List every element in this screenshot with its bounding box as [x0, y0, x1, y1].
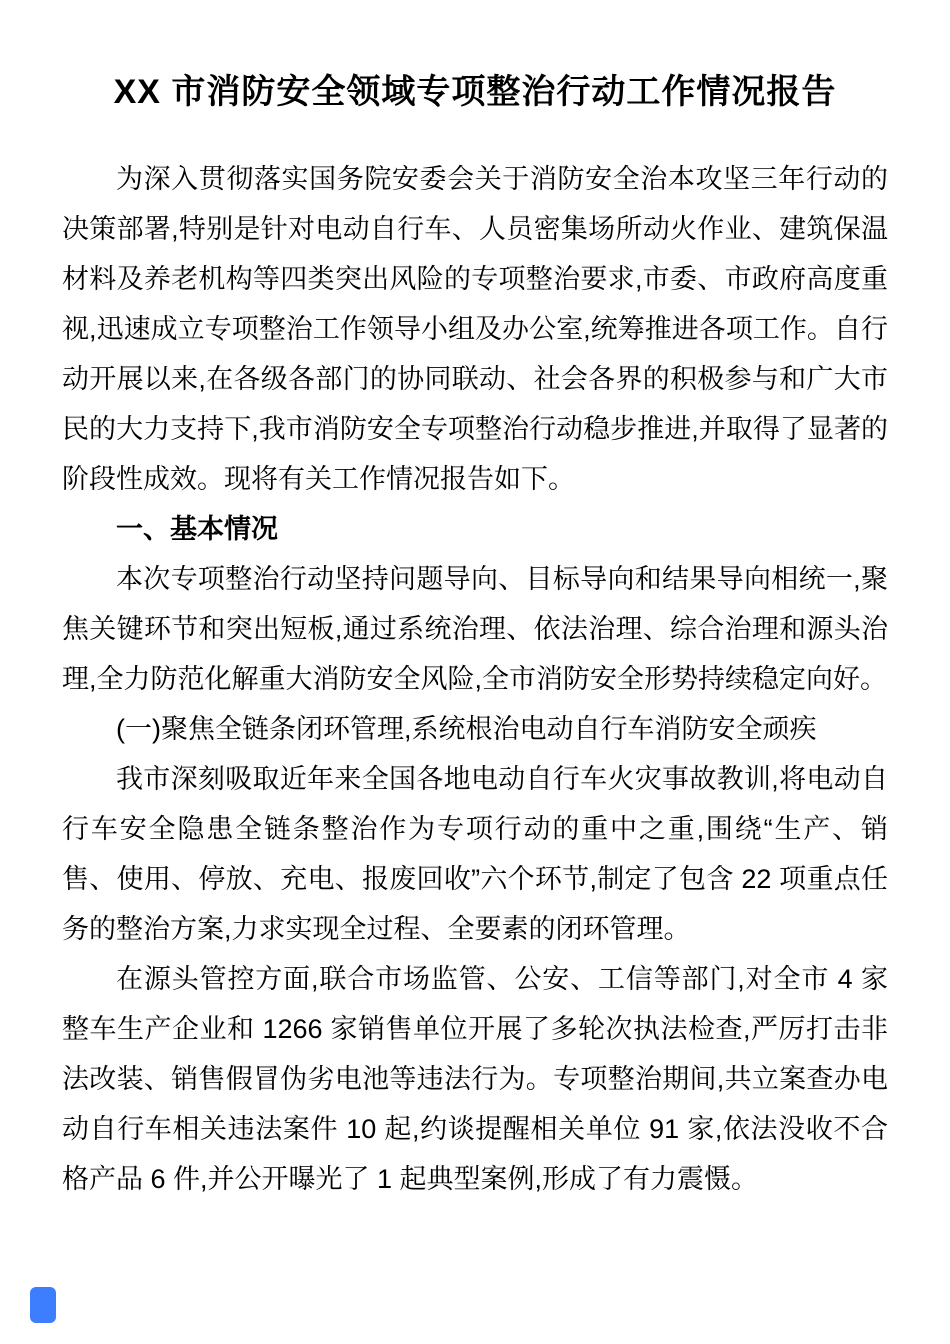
paragraph-intro: 为深入贯彻落实国务院安委会关于消防安全治本攻坚三年行动的决策部署,特别是针对电动自行车、人员密集场所动火作业、建筑保温材料及养老机构等四类突出风险的专项整治要求,市委、市政府高度重视,迅速成立专项整治工作领导小组及办公室,统筹推进各项工作。自行动开展以来,在各级各部门的协同联动、社会各界的积极参与和广大市民的大力支持下,我市消防安全专项整治行动稳步推进,并取得了显著的阶段性成效。现将有关工作情况报告如下。 — [62, 164, 888, 495]
paragraph-overview: 本次专项整治行动坚持问题导向、目标导向和结果导向相统一,聚焦关键环节和突出短板,通过系统治理、依法治理、综合治理和源头治理,全力防范化解重大消防安全风险,全市消防安全形势持续稳定向好。 — [62, 564, 888, 695]
document-title — [62, 70, 888, 114]
paragraph-ebike-plan: 我市深刻吸取近年来全国各地电动自行车火灾事故教训,将电动自行车安全隐患全链条整治作为专项行动的重中之重,围绕“生产、销售、使用、停放、充电、报废回收”六个环节,制定了包含 22 项重点任务的整治方案,力求实现全过程、全要素的闭环管理。 — [62, 764, 888, 945]
section-heading-basic-situation: 一、基本情况 — [116, 514, 278, 545]
paragraph-source-control: 在源头管控方面,联合市场监管、公安、工信等部门,对全市 4 家整车生产企业和 1266 家销售单位开展了多轮次执法检查,严厉打击非法改装、销售假冒伪劣电池等违法行为。专项整治期间,共立案查办电动自行车相关违法案件 10 起,约谈提醒相关单位 91 家,依法没收不合格产品 6 件,并公开曝光了 1 起典型案例,形成了有力震慑。 — [62, 964, 888, 1195]
subsection-heading-ebike-management: (一)聚焦全链条闭环管理,系统根治电动自行车消防安全顽疾 — [116, 714, 817, 745]
floating-widget-button[interactable] — [30, 1287, 56, 1323]
document-title-text: XX 市消防安全领域专项整治行动工作情况报告 — [113, 73, 837, 111]
